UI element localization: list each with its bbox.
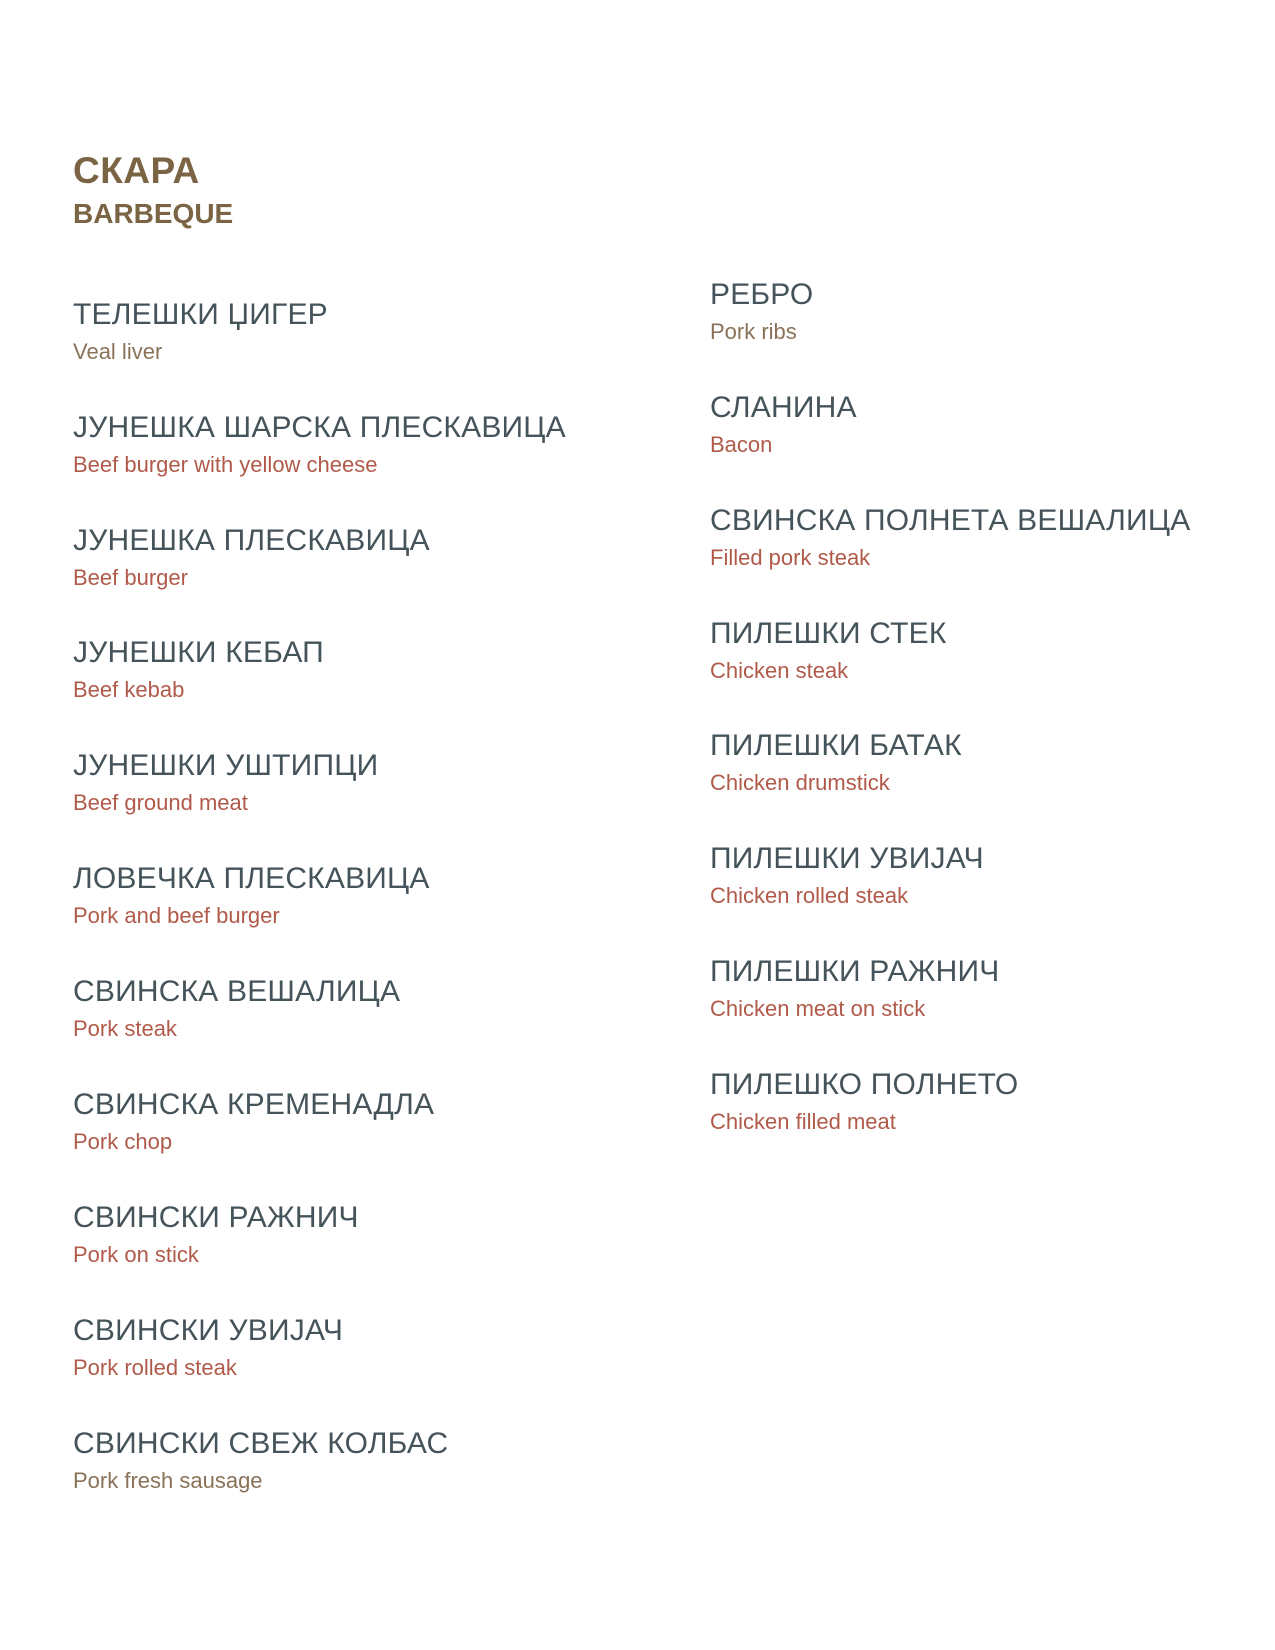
menu-item-name: ПИЛЕШКИ УВИЈАЧ xyxy=(710,842,984,875)
menu-item xyxy=(710,619,947,682)
menu-item xyxy=(710,393,857,456)
menu-item-name: РЕБРО xyxy=(710,278,814,311)
menu-section-header xyxy=(73,152,233,228)
menu-item-name: СЛАНИНА xyxy=(710,391,857,424)
menu-item-name: ПИЛЕШКИ БАТАК xyxy=(710,729,962,762)
menu-item-translation: Beef burger with yellow cheese xyxy=(73,452,378,477)
menu-item-name: СВИНСКА КРЕМЕНАДЛА xyxy=(73,1088,435,1121)
menu-item-name: СВИНСКИ РАЖНИЧ xyxy=(73,1201,359,1234)
menu-item-name: СВИНСКА ПОЛНЕТА ВЕШАЛИЦА xyxy=(710,504,1191,537)
menu-item xyxy=(710,844,984,907)
menu-item-translation: Pork chop xyxy=(73,1129,173,1154)
menu-item xyxy=(73,300,328,363)
menu-item-name: ЈУНЕШКА ШАРСКА ПЛЕСКАВИЦА xyxy=(73,411,566,444)
menu-item-translation: Filled pork steak xyxy=(710,545,871,570)
menu-item xyxy=(710,731,962,794)
menu-item-name: ЛОВЕЧКА ПЛЕСКАВИЦА xyxy=(73,862,430,895)
menu-item-name: ЈУНЕШКИ КЕБАП xyxy=(73,636,324,669)
menu-item xyxy=(73,977,400,1040)
menu-item xyxy=(73,413,566,476)
menu-item xyxy=(73,751,378,814)
menu-item-name: ПИЛЕШКИ РАЖНИЧ xyxy=(710,955,1000,988)
menu-item-translation: Chicken filled meat xyxy=(710,1109,896,1134)
menu-item-translation: Pork fresh sausage xyxy=(73,1468,263,1493)
menu-item-name: СВИНСКИ СВЕЖ КОЛБАС xyxy=(73,1427,449,1460)
menu-item xyxy=(73,1316,343,1379)
menu-item-name: СВИНСКИ УВИЈАЧ xyxy=(73,1314,344,1347)
menu-item xyxy=(73,1090,434,1153)
menu-item-translation: Beef ground meat xyxy=(73,790,248,815)
menu-item xyxy=(710,1070,1018,1133)
menu-item-translation: Chicken meat on stick xyxy=(710,996,926,1021)
menu-item-name: ЈУНЕШКИ УШТИПЦИ xyxy=(73,749,379,782)
section-subtitle: BARBEQUE xyxy=(73,198,234,229)
menu-item-name: ЈУНЕШКА ПЛЕСКАВИЦА xyxy=(73,524,430,557)
menu-item-translation: Beef kebab xyxy=(73,677,185,702)
menu-item xyxy=(710,506,1190,569)
menu-item-translation: Pork steak xyxy=(73,1016,177,1041)
menu-item-translation: Pork rolled steak xyxy=(73,1355,237,1380)
menu-item xyxy=(73,1429,448,1492)
menu-item-translation: Chicken drumstick xyxy=(710,770,890,795)
menu-item xyxy=(710,280,813,343)
menu-item-translation: Beef burger xyxy=(73,565,188,590)
menu-item-translation: Pork and beef burger xyxy=(73,903,280,928)
menu-item-name: ПИЛЕШКИ СТЕК xyxy=(710,617,947,650)
menu-item-translation: Veal liver xyxy=(73,339,163,364)
menu-item-translation: Chicken steak xyxy=(710,658,849,683)
menu-item-translation: Chicken rolled steak xyxy=(710,883,909,908)
section-title: СКАРА xyxy=(73,150,200,191)
menu-item-name: ПИЛЕШКО ПОЛНЕТО xyxy=(710,1068,1019,1101)
menu-item xyxy=(73,864,430,927)
menu-item xyxy=(73,1203,359,1266)
menu-item-name: СВИНСКА ВЕШАЛИЦА xyxy=(73,975,401,1008)
menu-item-translation: Bacon xyxy=(710,432,773,457)
menu-item-translation: Pork on stick xyxy=(73,1242,199,1267)
menu-item-translation: Pork ribs xyxy=(710,319,797,344)
menu-item-name: ТЕЛЕШКИ ЏИГЕР xyxy=(73,298,328,331)
menu-item xyxy=(73,526,430,589)
menu-item xyxy=(710,957,999,1020)
menu-item xyxy=(73,638,324,701)
